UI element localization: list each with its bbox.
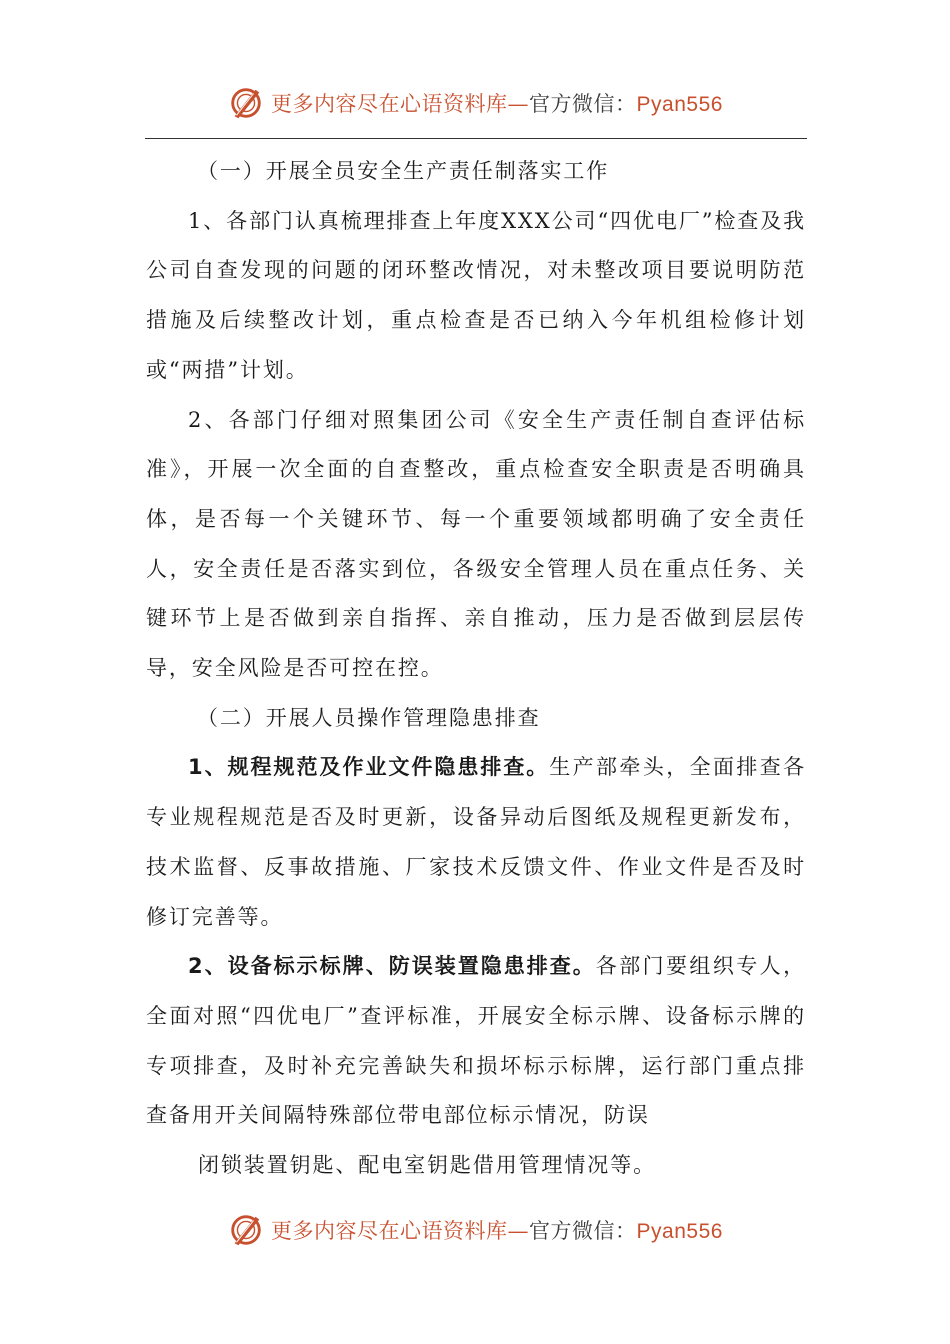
section2-item-2-title: 2、设备标示标牌、防误装置隐患排查。 [188, 954, 596, 979]
section1-item-2: 2、各部门仔细对照集团公司《安全生产责任制自查评估标准》，开展一次全面的自查整改，重点检查安全职责是否明确具体，是否每一个关键环节、每一个重要领域都明确了安全责任人，安全责任是否落实到位，各级安全管理人员在重点任务、关键环节上是否做到亲自指挥、亲自推动，压力是否做到层层传导，安全风险是否可控在控。 [146, 407, 806, 681]
section2-heading: （二）开展人员操作管理隐患排查 [197, 705, 541, 730]
section2-item-2-text: 各部门要组织专人，全面对照“四优电厂”查评标准，开展安全标示牌、设备标示牌的专项排查，及时补充完善缺失和损坏标示标牌，运行部门重点排查备用开关间隔特殊部位带电部位标示情况，防误 [146, 954, 806, 1128]
section2-item-1-title: 1、规程规范及作业文件隐患排查。 [188, 755, 550, 780]
quill-logo-icon [227, 1211, 265, 1249]
watermark-text: 更多内容尽在心语资料库—官方微信：Pyan556 [271, 92, 723, 116]
header-rule [145, 138, 807, 139]
watermark-banner-top [0, 78, 950, 128]
section2-item-1 [146, 743, 806, 942]
section2-item-1-text: 生产部牵头，全面排查各专业规程规范是否及时更新，设备异动后图纸及规程更新发布，技术监督、反事故措施、厂家技术反馈文件、作业文件是否及时修订完善等。 [146, 755, 806, 929]
quill-logo-icon [227, 84, 265, 122]
section2-item-2 [146, 942, 806, 1141]
document-body [146, 147, 806, 1191]
continuation-line: 闭锁装置钥匙、配电室钥匙借用管理情况等。 [198, 1153, 656, 1178]
watermark-text: 更多内容尽在心语资料库—官方微信：Pyan556 [271, 1219, 723, 1243]
section1-heading: （一）开展全员安全生产责任制落实工作 [197, 159, 610, 183]
watermark-banner-bottom [0, 1205, 950, 1255]
section1-item-1: 1、各部门认真梳理排查上年度XXX公司“四优电厂”检查及我公司自查发现的问题的闭环整改情况，对未整改项目要说明防范措施及后续整改计划，重点检查是否已纳入今年机组检修计划或“两措”计划。 [146, 208, 806, 382]
